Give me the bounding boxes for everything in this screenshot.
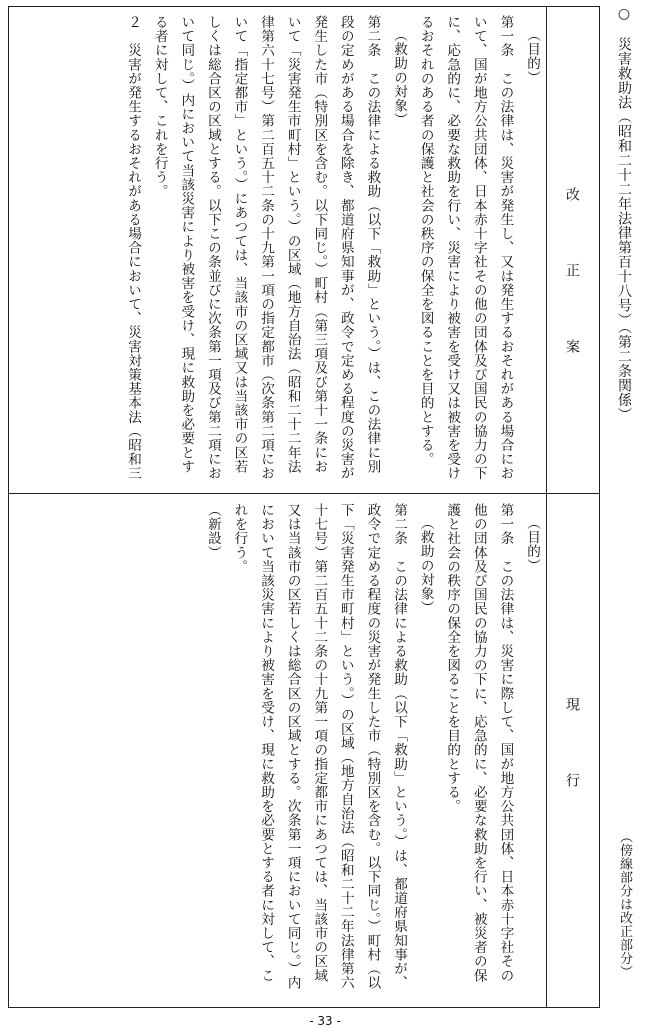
revised-heading-2: （救助の対象）	[391, 28, 408, 127]
revised-article-2-para-2: ２ 災害が発生するおそれがある場合において、災害対策基本法（昭和三	[125, 15, 142, 481]
current-heading-2: （救助の対象）	[417, 516, 434, 615]
current-article-2-para-2: （新設）	[204, 503, 221, 560]
revised-article-1: 第一条 この法律は、災害が発生し、又は発生するおそれがある場合において、国が地方公共団体、日本赤十字社その他の団体及び国民の協力の下に、応急的に、必要な救助を行い、災害により被害を受け又は被害を受けるおそれのある者の保護と社会の秩序の保全を図ることを目的とする。	[417, 15, 514, 481]
section-divider	[9, 493, 599, 494]
page-number: - 33 -	[309, 1014, 341, 1028]
document-title: ○ 災害救助法（昭和二十二年法律第百十八号）（第二条関係）	[616, 6, 632, 422]
underline-note: （傍線部分は改正部分）	[617, 830, 632, 979]
revised-heading-1: （目的）	[524, 28, 540, 85]
revised-cell	[15, 15, 545, 485]
current-article-1: 第一条 この法律は、災害に際して、国が地方公共団体、日本赤十字社その他の団体及び国民の協力の下に、応急的に、必要な救助を行い、被災者の保護と社会の秩序の保全を図ることを目的とする。	[444, 503, 514, 983]
header-column	[546, 7, 599, 1007]
header-revised: 改 正 案	[564, 187, 580, 377]
current-heading-1: （目的）	[524, 516, 540, 573]
current-article-2: 第二条 この法律による救助（以下「救助」という。）は、都道府県知事が、政令で定める程度の災害が発生した市（特別区を含む。以下同じ。）町村（以下「災害発生市町村」という。）の区域（地方自治法（昭和二十二年法律第六十七号）第二百五十二条の十九第一項の指定都市にあつては、当該市の区域又は当該市の区若しくは総合区の区域とする。次条第一項において同じ。）内において当該災害により被害を受け、現に救助を必要とする者に対して、これを行う。	[231, 503, 408, 990]
current-cell	[15, 503, 545, 999]
comparison-table	[8, 6, 600, 1008]
header-current: 現 行	[564, 697, 580, 811]
revised-article-2: 第二条 この法律による救助（以下「救助」という。）は、この法律に別段の定めがある場合を除き、都道府県知事が、政令で定める程度の災害が発生した市（特別区を含む。以下同じ。）町村（第三項及び第十一条において「災害発生市町村」という。）の区域（地方自治法（昭和二十二年法律第六十七号）第二百五十二条の十九第一項の指定都市（次条第二項において「指定都市」という。）にあつては、当該市の区域又は当該市の区若しくは総合区の区域とする。以下この条並びに次条第一項及び第二項において同じ。）内において当該災害により被害を受け、現に救助を必要とする者に対して、これを行う。	[151, 15, 381, 481]
